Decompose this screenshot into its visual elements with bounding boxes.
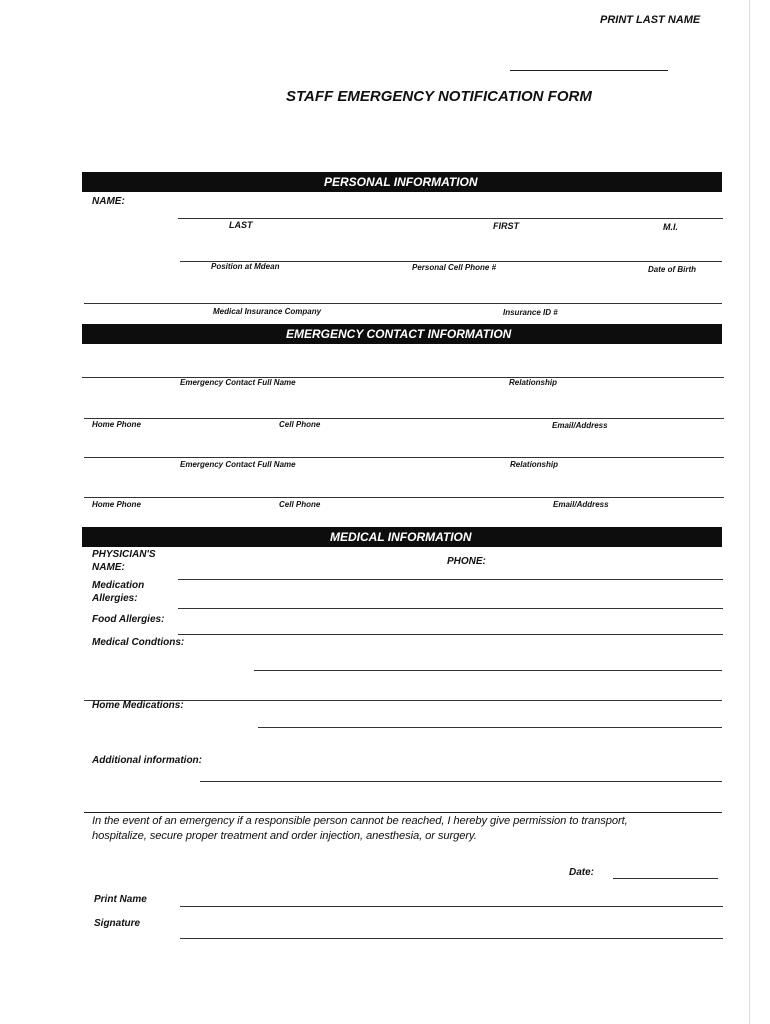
additional-info-label: Additional information: (92, 755, 202, 766)
medical-info-header (82, 527, 722, 547)
consent-line-2: hospitalize, secure proper treatment and order injection, anesthesia, or surgery. (92, 830, 477, 842)
medication-allergies-input-line[interactable] (178, 608, 723, 609)
first-label: FIRST (493, 221, 519, 231)
insurance-input-line[interactable] (84, 303, 722, 304)
medication-allergies-label-line1: Medication (92, 580, 145, 591)
contact1-name-input-line[interactable] (82, 377, 724, 378)
mi-label: M.I. (663, 222, 678, 232)
phone-label: PHONE: (447, 556, 486, 567)
dob-label: Date of Birth (648, 265, 696, 274)
section-title-medical: MEDICAL INFORMATION (330, 530, 472, 544)
print-name-input-line[interactable] (180, 906, 723, 907)
consent-top-line (84, 812, 722, 813)
name-input-line[interactable] (178, 218, 723, 219)
page-title: STAFF EMERGENCY NOTIFICATION FORM (286, 88, 592, 105)
medication-allergies-label-line2: Allergies: (92, 593, 138, 604)
contact1-name-label: Emergency Contact Full Name (180, 378, 296, 387)
page-edge (749, 0, 750, 1024)
food-allergies-input-line[interactable] (178, 634, 723, 635)
contact2-email-label: Email/Address (553, 500, 609, 509)
medical-conditions-input-line[interactable] (254, 670, 722, 671)
last-name-input-line[interactable] (510, 70, 668, 71)
physician-label-line1: PHYSICIAN'S (92, 549, 156, 560)
date-input-line[interactable] (613, 878, 718, 879)
contact2-home-phone-label: Home Phone (92, 500, 141, 509)
print-last-name-label: PRINT LAST NAME (600, 14, 701, 26)
food-allergies-label: Food Allergies: (92, 614, 165, 625)
personal-info-header (82, 172, 722, 192)
contact1-cell-phone-label: Cell Phone (279, 420, 321, 429)
cell-phone-label: Personal Cell Phone # (412, 263, 497, 272)
contact2-relationship-label: Relationship (510, 460, 559, 469)
print-name-label: Print Name (94, 894, 147, 905)
last-label: LAST (229, 220, 253, 230)
insurance-company-label: Medical Insurance Company (213, 307, 322, 316)
contact2-cell-phone-label: Cell Phone (279, 500, 321, 509)
contact2-phone-input-line[interactable] (84, 497, 724, 498)
contact1-phone-input-line[interactable] (84, 418, 724, 419)
contact1-home-phone-label: Home Phone (92, 420, 141, 429)
insurance-id-label: Insurance ID # (503, 308, 558, 317)
section-title-emergency: EMERGENCY CONTACT INFORMATION (286, 327, 512, 341)
consent-line-1: In the event of an emergency if a responsible person cannot be reached, I hereby give permission to transport, (92, 815, 628, 827)
position-label: Position at Mdean (211, 262, 280, 271)
section-title-personal: PERSONAL INFORMATION (324, 175, 478, 189)
contact1-email-label: Email/Address (552, 421, 608, 430)
physician-input-line[interactable] (178, 579, 723, 580)
emergency-info-header (82, 324, 722, 344)
home-medications-label: Home Medications: (92, 700, 184, 711)
physician-label-line2: NAME: (92, 562, 125, 573)
additional-info-input-line[interactable] (200, 781, 722, 782)
date-label: Date: (569, 867, 595, 878)
name-label: NAME: (92, 196, 125, 207)
contact2-name-label: Emergency Contact Full Name (180, 460, 296, 469)
contact1-relationship-label: Relationship (509, 378, 558, 387)
signature-input-line[interactable] (180, 938, 723, 939)
contact2-name-input-line[interactable] (84, 457, 724, 458)
signature-label: Signature (94, 918, 141, 929)
home-medications-input-line[interactable] (258, 727, 722, 728)
medical-conditions-label: Medical Condtions: (92, 637, 185, 648)
